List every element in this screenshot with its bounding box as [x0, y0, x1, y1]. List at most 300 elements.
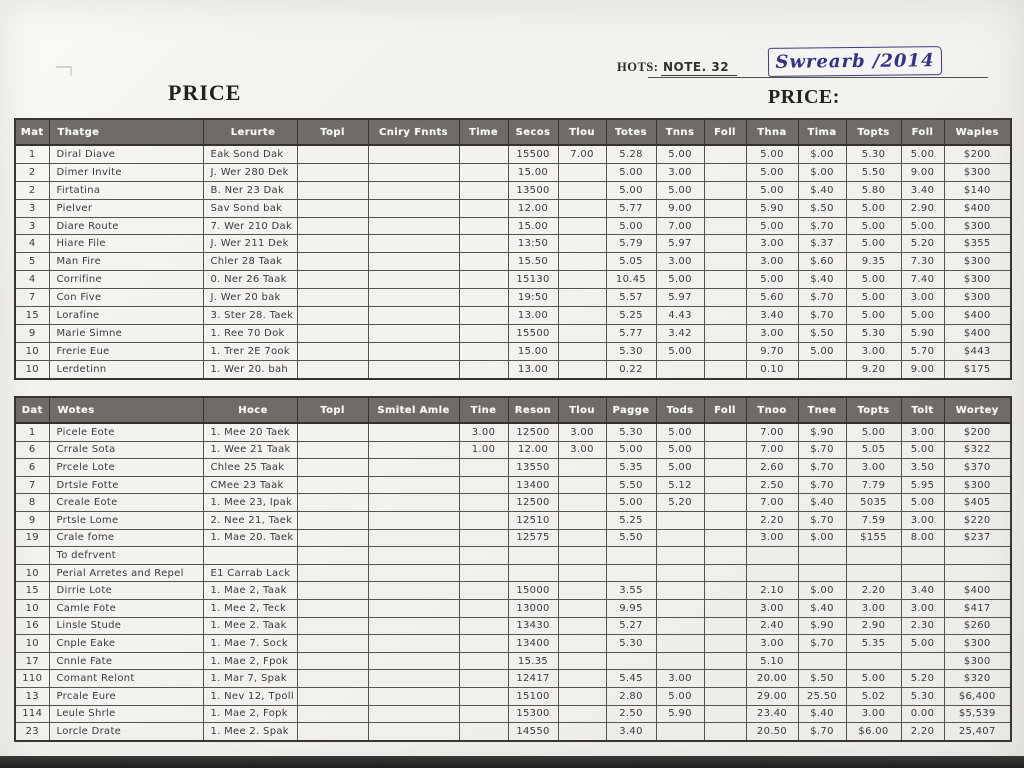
- cell: 15.35: [508, 652, 558, 670]
- cell: 13430: [508, 617, 558, 635]
- cell: [459, 289, 508, 307]
- table-row: [15, 181, 1011, 199]
- cell: 5.00: [746, 163, 798, 181]
- cell: [297, 289, 368, 307]
- cell: [203, 547, 297, 565]
- column-header: Foll: [704, 119, 746, 145]
- cell: 0.00: [901, 705, 944, 723]
- cell: $300: [944, 163, 1011, 181]
- cell: [459, 529, 508, 547]
- cell: 8.00: [901, 529, 944, 547]
- column-header: Totes: [606, 119, 656, 145]
- cell: [459, 342, 508, 360]
- cell: [704, 271, 746, 289]
- cell: 3. Ster 28. Taek: [203, 307, 297, 325]
- cell: $.50: [798, 324, 846, 342]
- cell: [368, 617, 459, 635]
- cell: 13400: [508, 476, 558, 494]
- cell: 9.70: [746, 342, 798, 360]
- cell: [558, 687, 606, 705]
- cell: 15: [15, 307, 49, 325]
- cell: Hiare File: [49, 235, 203, 253]
- column-header: Tima: [798, 119, 846, 145]
- cell: [558, 564, 606, 582]
- table-row: [15, 511, 1011, 529]
- cell: [368, 342, 459, 360]
- cell: 9.35: [846, 253, 901, 271]
- cell: 2: [15, 181, 49, 199]
- cell: 2.20: [846, 582, 901, 600]
- table-row: [15, 289, 1011, 307]
- cell: 114: [15, 705, 49, 723]
- cell: [368, 441, 459, 459]
- cell: 1: [15, 423, 49, 441]
- cell: [459, 235, 508, 253]
- cell: 5.80: [846, 181, 901, 199]
- cell: 3.50: [901, 459, 944, 477]
- cell: 2.10: [746, 582, 798, 600]
- cell: $400: [944, 199, 1011, 217]
- cell: [798, 564, 846, 582]
- cell: [558, 705, 606, 723]
- cell: Picele Eote: [49, 423, 203, 441]
- column-header: Topl: [297, 119, 368, 145]
- column-header: Thatge: [49, 119, 203, 145]
- cell: Dimer Invite: [49, 163, 203, 181]
- cell: 5.00: [846, 199, 901, 217]
- scan-bottom-bar: [0, 756, 1024, 768]
- cell: [459, 199, 508, 217]
- cell: [656, 564, 704, 582]
- cell: 2.50: [746, 476, 798, 494]
- cell: Cnnle Fate: [49, 652, 203, 670]
- cell: 25,407: [944, 723, 1011, 741]
- cell: 12.00: [508, 199, 558, 217]
- cell: $200: [944, 423, 1011, 441]
- cell: 15: [15, 582, 49, 600]
- cell: 17: [15, 652, 49, 670]
- cell: 7.79: [846, 476, 901, 494]
- column-header: Topts: [846, 397, 901, 423]
- cell: Cnple Eake: [49, 635, 203, 653]
- cell: 5.05: [606, 253, 656, 271]
- cell: [704, 235, 746, 253]
- cell: [704, 564, 746, 582]
- cell: 2.90: [901, 199, 944, 217]
- cell: 5.20: [901, 670, 944, 688]
- cell: $.40: [798, 181, 846, 199]
- cell: [901, 547, 944, 565]
- cell: 15.00: [508, 217, 558, 235]
- cell: $300: [944, 635, 1011, 653]
- cell: 15.00: [508, 342, 558, 360]
- cell: Diare Route: [49, 217, 203, 235]
- cell: 9.00: [656, 199, 704, 217]
- cell: 3.00: [901, 289, 944, 307]
- cell: [297, 529, 368, 547]
- column-header: Lerurte: [203, 119, 297, 145]
- cell: [459, 547, 508, 565]
- cell: 3.00: [656, 253, 704, 271]
- cell: 3: [15, 199, 49, 217]
- cell: [368, 705, 459, 723]
- table-row: [15, 547, 1011, 565]
- cell: 3.00: [901, 511, 944, 529]
- cell: 0. Ner 26 Taak: [203, 271, 297, 289]
- cell: $.00: [798, 529, 846, 547]
- cell: $300: [944, 271, 1011, 289]
- cell: [368, 582, 459, 600]
- cell: Frerie Eue: [49, 342, 203, 360]
- cell: 3.00: [558, 423, 606, 441]
- cell: 5.77: [606, 199, 656, 217]
- cell: E1 Carrab Lack: [203, 564, 297, 582]
- cell: 5.00: [746, 145, 798, 163]
- column-header: Dat: [15, 397, 49, 423]
- cell: 0.22: [606, 360, 656, 378]
- cell: 3.00: [746, 253, 798, 271]
- cell: [368, 564, 459, 582]
- cell: 5.50: [606, 476, 656, 494]
- page-title-left: PRICE: [168, 80, 242, 105]
- cell: 1. Wee 21 Taak: [203, 441, 297, 459]
- cell: Crrale Sota: [49, 441, 203, 459]
- cell: 5.79: [606, 235, 656, 253]
- cell: 23.40: [746, 705, 798, 723]
- cell: 2.80: [606, 687, 656, 705]
- cell: 5.27: [606, 617, 656, 635]
- cell: [704, 253, 746, 271]
- cell: $.70: [798, 459, 846, 477]
- price-table-lower: [14, 396, 1012, 742]
- cell: 5.00: [606, 181, 656, 199]
- cell: 1. Nev 12, Tpoll: [203, 687, 297, 705]
- cell: Con Five: [49, 289, 203, 307]
- cell: 5.00: [846, 289, 901, 307]
- cell: [368, 547, 459, 565]
- cell: 5.00: [746, 271, 798, 289]
- table-row: [15, 235, 1011, 253]
- cell: [368, 423, 459, 441]
- cell: [368, 635, 459, 653]
- cell: 3: [15, 217, 49, 235]
- cell: [368, 459, 459, 477]
- cell: 10: [15, 564, 49, 582]
- cell: [558, 723, 606, 741]
- note-underline-rule: [648, 77, 988, 78]
- cell: [558, 271, 606, 289]
- cell: [368, 163, 459, 181]
- cell: $220: [944, 511, 1011, 529]
- cell: [459, 494, 508, 512]
- cell: 1. Mee 2. Taak: [203, 617, 297, 635]
- cell: Dirrie Lote: [49, 582, 203, 600]
- cell: [704, 529, 746, 547]
- cell: 5.45: [606, 670, 656, 688]
- cell: 8: [15, 494, 49, 512]
- cell: [704, 441, 746, 459]
- column-header: Time: [459, 119, 508, 145]
- cell: [558, 253, 606, 271]
- cell: 7.00: [746, 441, 798, 459]
- column-header: Tods: [656, 397, 704, 423]
- cell: [459, 687, 508, 705]
- cell: [368, 235, 459, 253]
- cell: [656, 617, 704, 635]
- cell: 12575: [508, 529, 558, 547]
- cell: [15, 547, 49, 565]
- cell: 5.28: [606, 145, 656, 163]
- cell: [459, 476, 508, 494]
- cell: [297, 271, 368, 289]
- cell: 1. Mee 2. Spak: [203, 723, 297, 741]
- cell: 5.00: [746, 217, 798, 235]
- cell: $417: [944, 599, 1011, 617]
- cell: [297, 687, 368, 705]
- table-row: [15, 459, 1011, 477]
- cell: [704, 145, 746, 163]
- cell: [558, 163, 606, 181]
- cell: 4.43: [656, 307, 704, 325]
- column-header: Topl: [297, 397, 368, 423]
- table-row: [15, 723, 1011, 741]
- cell: $400: [944, 324, 1011, 342]
- cell: $300: [944, 652, 1011, 670]
- cell: Prcele Lote: [49, 459, 203, 477]
- cell: 29.00: [746, 687, 798, 705]
- cell: Comant Relont: [49, 670, 203, 688]
- cell: $.70: [798, 511, 846, 529]
- cell: [558, 511, 606, 529]
- cell: 5.57: [606, 289, 656, 307]
- cell: 10: [15, 599, 49, 617]
- cell: [558, 547, 606, 565]
- cell: 15500: [508, 324, 558, 342]
- cell: $.90: [798, 617, 846, 635]
- cell: [459, 163, 508, 181]
- cell: 1.00: [459, 441, 508, 459]
- cell: [704, 723, 746, 741]
- cell: 5.35: [846, 635, 901, 653]
- table-row: [15, 599, 1011, 617]
- column-header: Tolt: [901, 397, 944, 423]
- cell: 1. Mee 2, Teck: [203, 599, 297, 617]
- cell: Lerdetinn: [49, 360, 203, 378]
- table-row: [15, 582, 1011, 600]
- cell: 3.00: [846, 342, 901, 360]
- cell: 3.00: [846, 705, 901, 723]
- cell: 5.00: [901, 494, 944, 512]
- cell: 5.10: [746, 652, 798, 670]
- cell: 3.00: [746, 235, 798, 253]
- cell: 5.95: [901, 476, 944, 494]
- cell: $370: [944, 459, 1011, 477]
- cell: 7: [15, 476, 49, 494]
- cell: $140: [944, 181, 1011, 199]
- cell: [368, 324, 459, 342]
- cell: [558, 670, 606, 688]
- cell: 2: [15, 163, 49, 181]
- cell: [558, 459, 606, 477]
- cell: [459, 253, 508, 271]
- cell: [656, 529, 704, 547]
- cell: $.70: [798, 217, 846, 235]
- cell: 1. Mae 2, Fpok: [203, 652, 297, 670]
- cell: Eak Sond Dak: [203, 145, 297, 163]
- cell: [368, 199, 459, 217]
- cell: 1. Mae 7. Sock: [203, 635, 297, 653]
- handwritten-stamp-box: [768, 46, 942, 77]
- cell: [368, 723, 459, 741]
- cell: [297, 253, 368, 271]
- cell: 3.00: [656, 670, 704, 688]
- cell: [368, 307, 459, 325]
- cell: $6,400: [944, 687, 1011, 705]
- cell: Perial Arretes and Repel: [49, 564, 203, 582]
- cell: [846, 547, 901, 565]
- cell: 9.00: [901, 360, 944, 378]
- cell: 5.00: [656, 342, 704, 360]
- table-row: [15, 307, 1011, 325]
- cell: 7. Wer 210 Dak: [203, 217, 297, 235]
- cell: [297, 145, 368, 163]
- cell: $300: [944, 289, 1011, 307]
- cell: [606, 547, 656, 565]
- column-header: Hoce: [203, 397, 297, 423]
- cell: [704, 617, 746, 635]
- table-row: [15, 423, 1011, 441]
- cell: $.60: [798, 253, 846, 271]
- column-header: Topts: [846, 119, 901, 145]
- table-row: [15, 635, 1011, 653]
- cell: [656, 547, 704, 565]
- cell: [704, 582, 746, 600]
- cell: $443: [944, 342, 1011, 360]
- cell: [368, 476, 459, 494]
- cell: [606, 652, 656, 670]
- cell: $200: [944, 145, 1011, 163]
- cell: 2.20: [746, 511, 798, 529]
- cell: [798, 547, 846, 565]
- cell: 9.20: [846, 360, 901, 378]
- table-row: [15, 564, 1011, 582]
- column-header: Tlou: [558, 397, 606, 423]
- cell: [508, 564, 558, 582]
- cell: J. Wer 20 bak: [203, 289, 297, 307]
- cell: $355: [944, 235, 1011, 253]
- cell: 5.25: [606, 307, 656, 325]
- cell: [368, 360, 459, 378]
- cell: 7.00: [656, 217, 704, 235]
- cell: CMee 23 Taak: [203, 476, 297, 494]
- cell: 5.00: [656, 459, 704, 477]
- cell: 5.00: [846, 423, 901, 441]
- cell: [459, 670, 508, 688]
- cell: [704, 670, 746, 688]
- cell: 5.00: [901, 441, 944, 459]
- cell: 13000: [508, 599, 558, 617]
- cell: 13: [15, 687, 49, 705]
- cell: [297, 217, 368, 235]
- cell: 3.00: [656, 163, 704, 181]
- cell: [704, 547, 746, 565]
- cell: 5.00: [846, 307, 901, 325]
- cell: $400: [944, 307, 1011, 325]
- cell: 1. Ree 70 Dok: [203, 324, 297, 342]
- cell: 3.55: [606, 582, 656, 600]
- cell: 5.00: [901, 145, 944, 163]
- cell: [459, 723, 508, 741]
- cell: 5.77: [606, 324, 656, 342]
- cell: 10: [15, 342, 49, 360]
- table-row: [15, 652, 1011, 670]
- cell: $405: [944, 494, 1011, 512]
- cell: [368, 253, 459, 271]
- cell: 19: [15, 529, 49, 547]
- cell: [508, 547, 558, 565]
- cell: $237: [944, 529, 1011, 547]
- cell: [901, 564, 944, 582]
- scan-smudge: [56, 66, 72, 76]
- cell: 5.00: [656, 271, 704, 289]
- cell: 12417: [508, 670, 558, 688]
- cell: 6: [15, 441, 49, 459]
- cell: [944, 547, 1011, 565]
- cell: [704, 652, 746, 670]
- cell: 5.35: [606, 459, 656, 477]
- cell: [459, 511, 508, 529]
- cell: $.00: [798, 582, 846, 600]
- cell: [558, 324, 606, 342]
- cell: [368, 670, 459, 688]
- cell: 13.00: [508, 307, 558, 325]
- cell: [704, 687, 746, 705]
- cell: 9.00: [901, 163, 944, 181]
- cell: 5.30: [606, 635, 656, 653]
- cell: 7.59: [846, 511, 901, 529]
- cell: 3.00: [846, 599, 901, 617]
- cell: J. Wer 280 Dek: [203, 163, 297, 181]
- cell: Camle Fote: [49, 599, 203, 617]
- cell: [746, 547, 798, 565]
- cell: [459, 564, 508, 582]
- cell: [459, 360, 508, 378]
- column-header: Reson: [508, 397, 558, 423]
- cell: 15000: [508, 582, 558, 600]
- cell: 5.97: [656, 235, 704, 253]
- cell: 5.02: [846, 687, 901, 705]
- cell: 4: [15, 235, 49, 253]
- table-row: [15, 687, 1011, 705]
- cell: [368, 529, 459, 547]
- cell: Corrifine: [49, 271, 203, 289]
- cell: $.50: [798, 199, 846, 217]
- cell: Drtsle Fotte: [49, 476, 203, 494]
- cell: [656, 511, 704, 529]
- cell: 3.40: [746, 307, 798, 325]
- cell: 23: [15, 723, 49, 741]
- cell: 5.00: [656, 687, 704, 705]
- cell: [297, 599, 368, 617]
- cell: 5.25: [606, 511, 656, 529]
- cell: 5.90: [746, 199, 798, 217]
- cell: 0.10: [746, 360, 798, 378]
- table-row: [15, 271, 1011, 289]
- cell: 20.50: [746, 723, 798, 741]
- cell: [558, 494, 606, 512]
- cell: [297, 564, 368, 582]
- cell: [656, 599, 704, 617]
